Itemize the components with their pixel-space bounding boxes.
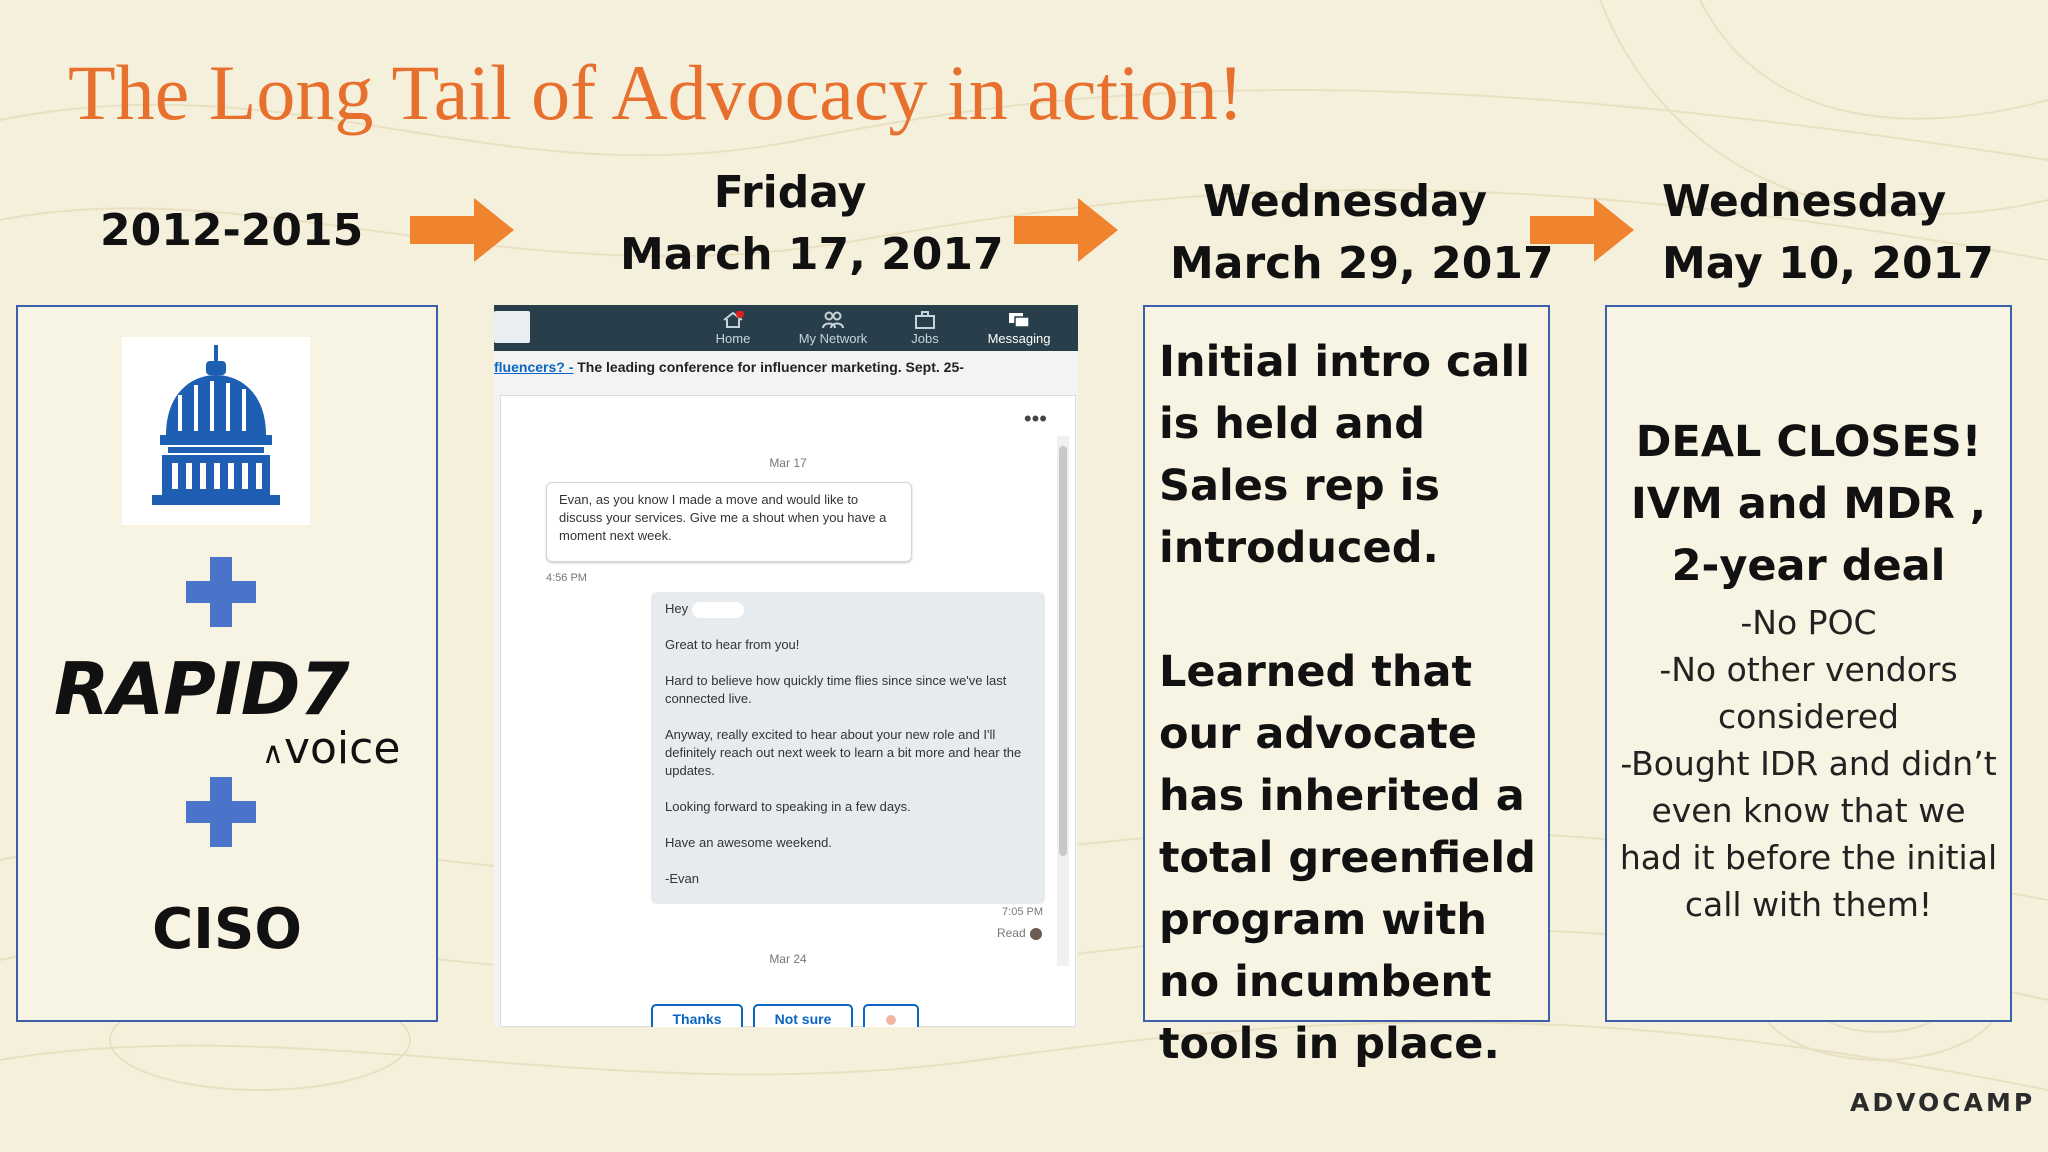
capitol-dome-icon (122, 337, 310, 525)
plus-icon (186, 557, 256, 627)
nav-home-label: Home (715, 331, 751, 346)
nav-my-network[interactable] (788, 311, 878, 346)
capitol-logo (122, 337, 310, 525)
timeline-label-3 (1170, 171, 1554, 295)
incoming-message: Evan, as you know I made a move and would like to discuss your services. Give me a shout when you have a moment next week. (546, 482, 912, 562)
timeline-label-1 (100, 200, 363, 262)
intro-call-box (1143, 305, 1550, 1069)
arrow-right-icon (410, 198, 514, 262)
deal-closes-box (1605, 305, 2012, 1022)
emoji-icon (884, 1013, 898, 1027)
intro-call-paragraph: Initial intro call is held and Sales rep is introduced. (1159, 337, 1530, 573)
arrow-right-icon (1014, 198, 1118, 262)
messaging-icon (1008, 311, 1030, 329)
timeline-label-2 (620, 162, 1004, 286)
timeline-label-3-line2: March 29, 2017 (1170, 238, 1554, 289)
profile-box (16, 305, 438, 1022)
timeline-label-4-line1: Wednesday (1662, 176, 1947, 227)
message-line: -Evan (665, 871, 699, 886)
avatar-icon (1029, 927, 1043, 941)
role-label: CISO (152, 897, 302, 962)
message-timestamp: 7:05 PM (1002, 906, 1043, 918)
scrollbar[interactable] (1057, 436, 1069, 966)
voice-wave-icon: ∧ (262, 736, 284, 771)
date-divider: Mar 17 (769, 456, 807, 470)
intro-call-text (1159, 331, 1549, 1075)
slide-title: The Long Tail of Advocacy in action! (68, 49, 1244, 136)
quick-reply-thanks[interactable]: Thanks (651, 1004, 743, 1027)
message-line: Looking forward to speaking in a few days. (665, 799, 911, 814)
nav-home[interactable] (696, 311, 770, 346)
voice-logo-label: voice (283, 723, 401, 774)
redacted-name (692, 602, 744, 618)
message-timestamp: 4:56 PM (546, 572, 587, 584)
arrow-right-icon (1530, 198, 1634, 262)
advocamp-logo: ADVOCAMP (1850, 1088, 2036, 1117)
timeline-label-3-line1: Wednesday (1202, 176, 1488, 227)
nav-jobs-label: Jobs (911, 331, 939, 346)
network-icon (822, 311, 844, 329)
quick-reply-emoji[interactable] (863, 1004, 919, 1027)
date-divider: Mar 24 (769, 952, 807, 966)
message-line: Anyway, really excited to hear about your new role and I'll definitely reach out next week to learn a bit more and hear the updates. (665, 727, 1022, 778)
scrollbar-thumb[interactable] (1059, 446, 1067, 856)
quick-reply-not-sure[interactable]: Not sure (753, 1004, 853, 1027)
deal-headline-line: IVM and MDR , (1630, 479, 1987, 529)
deal-detail: -No other vendors considered (1659, 650, 1958, 736)
voice-logo-text (262, 723, 400, 774)
deal-details-list (1617, 599, 2000, 928)
banner-link[interactable]: fluencers? - (494, 359, 574, 375)
message-line: Great to hear from you! (665, 637, 800, 652)
deal-detail: -Bought IDR and didn’t even know that we had it before the initial call with them! (1619, 744, 1998, 924)
deal-headline-line: DEAL CLOSES! (1635, 417, 1982, 467)
linkedin-nav-bar (494, 305, 1078, 351)
message-line: Have an awesome weekend. (665, 835, 832, 850)
read-receipt (997, 926, 1043, 941)
timeline-label-4 (1662, 171, 1994, 295)
search-box[interactable] (494, 311, 530, 343)
message-line: Hard to believe how quickly time flies since since we've last connected live. (665, 673, 1007, 706)
timeline-label-2-line2: March 17, 2017 (620, 229, 1004, 280)
nav-jobs[interactable] (888, 311, 962, 346)
deal-detail: -No POC (1740, 603, 1877, 642)
timeline-label-2-line1: Friday (713, 167, 867, 218)
banner-text: The leading conference for influencer marketing. Sept. 25- (577, 359, 964, 375)
message-thread (500, 395, 1076, 1027)
outgoing-message (651, 592, 1045, 904)
greeting-text: Hey (665, 601, 689, 616)
paragraph-gap (1159, 579, 1549, 641)
nav-my-network-label: My Network (798, 331, 868, 346)
briefcase-icon (914, 311, 936, 329)
greenfield-paragraph: Learned that our advocate has inherited a total greenfield program with no incumbent tools in place. (1159, 647, 1536, 1069)
plus-icon (186, 777, 256, 847)
deal-headline (1607, 411, 2010, 597)
more-options-icon[interactable]: ••• (1023, 406, 1047, 431)
sponsored-banner[interactable] (494, 359, 1078, 375)
timeline-label-4-line2: May 10, 2017 (1662, 238, 1994, 289)
timeline-label-1-line1: 2012-2015 (100, 205, 364, 256)
nav-messaging-label: Messaging (987, 331, 1051, 346)
deal-headline-line: 2-year deal (1671, 541, 1946, 591)
linkedin-message-screenshot (494, 305, 1078, 1027)
rapid7-logo: RAPID7 (54, 647, 349, 731)
home-icon (722, 311, 744, 329)
nav-messaging[interactable] (974, 311, 1064, 346)
read-receipt-label: Read (996, 926, 1026, 940)
